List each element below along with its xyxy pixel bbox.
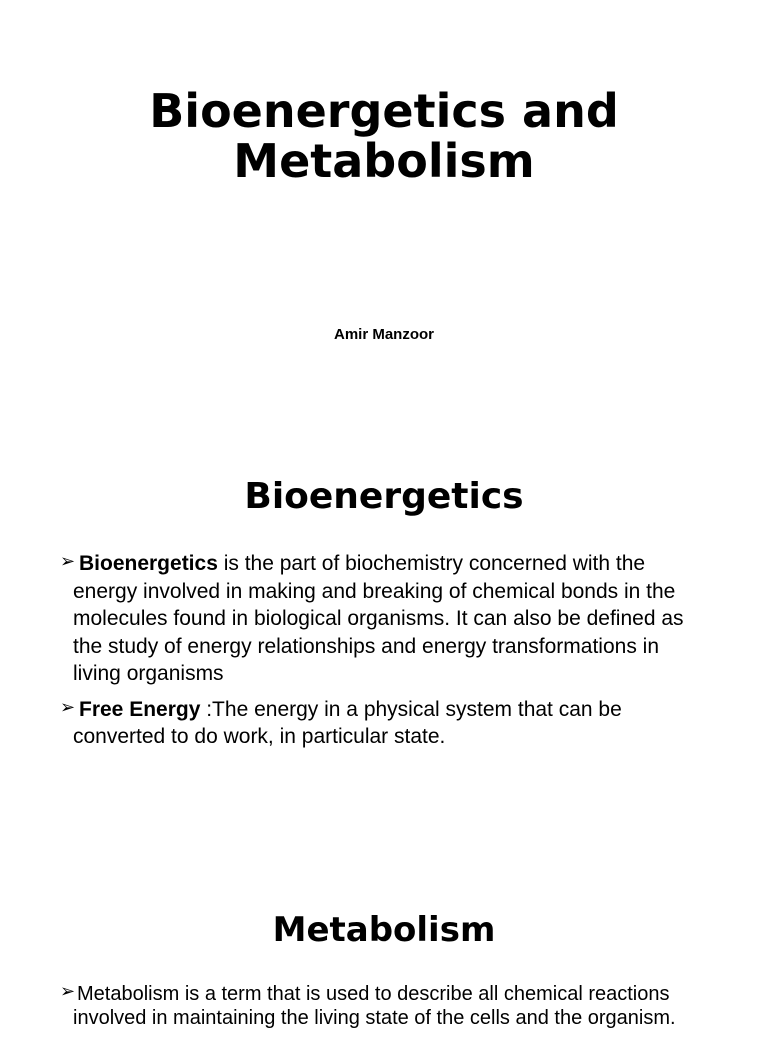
title-line-1: Bioenergetics and (149, 84, 619, 138)
arrow-bullet-icon: ➢ (60, 551, 76, 572)
bullet-term: Bioenergetics (79, 552, 218, 575)
bullet-text: is the part of biochemistry concerned with the energy involved in making and breaking of chemical bonds in the molecules found in biological organisms. It can also be defined as the study of energy relationships and energy transformations in living organisms (73, 552, 684, 685)
bullet-term: Free Energy (79, 697, 201, 721)
slide-title-bioenergetics: Bioenergetics (244, 476, 524, 517)
bullet-metabolism-definition (60, 982, 710, 1030)
title-line-2: Metabolism (233, 134, 535, 188)
bullet-text: Metabolism is a term that is used to describe all chemical reactions involved in maintaining the living state of the cells and the organism. (73, 983, 676, 1029)
slide-title-metabolism: Metabolism (272, 910, 496, 950)
author-name: Amir Manzoor (333, 326, 434, 343)
metabolism-bullets (60, 982, 710, 1038)
arrow-bullet-icon: ➢ (60, 696, 76, 718)
bullet-text: :The energy in a physical system that can be converted to do work, in particular state. (73, 697, 622, 748)
arrow-bullet-icon: ➢ (60, 981, 76, 1002)
